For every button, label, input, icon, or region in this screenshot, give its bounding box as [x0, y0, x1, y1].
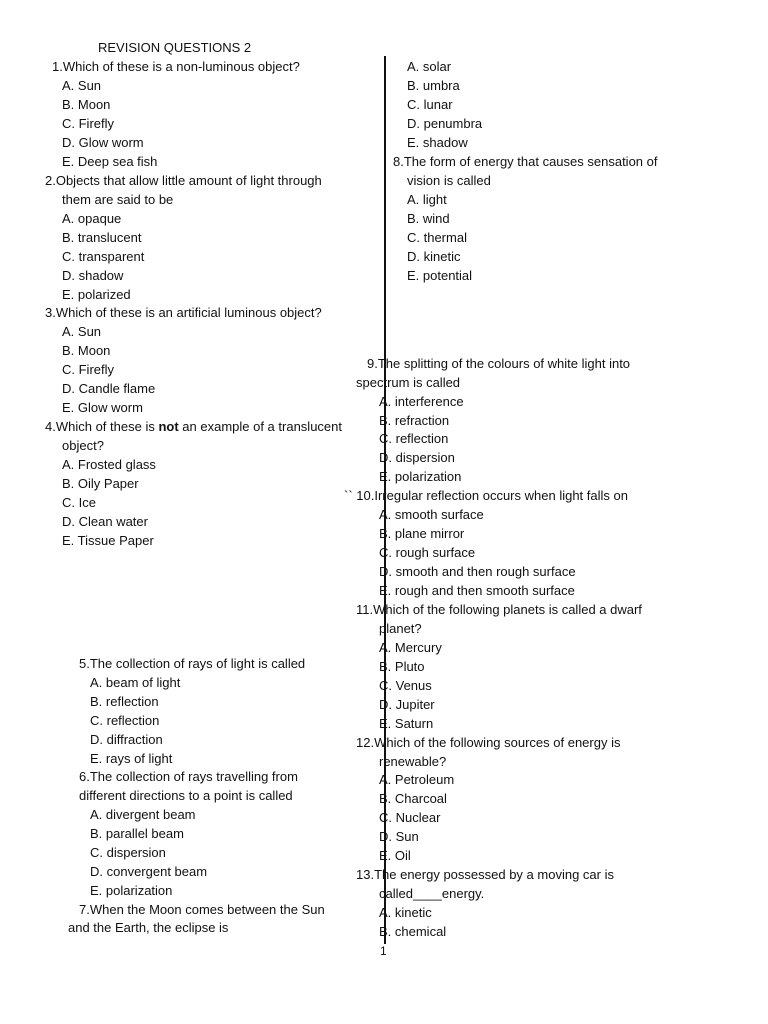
text-line: object?	[62, 438, 104, 453]
text-line: E. Deep sea fish	[62, 154, 158, 169]
text-line: B. chemical	[379, 924, 447, 939]
text-line: A. Sun	[62, 78, 102, 93]
text-line: B. reflection	[90, 694, 159, 709]
text-line: D. kinetic	[407, 249, 461, 264]
text-line: 11.Which of the following planets is called a dwarf	[356, 602, 642, 617]
text-line: B. wind	[407, 211, 450, 226]
text-line: E. polarized	[62, 287, 131, 302]
text-line: 13.The energy possessed by a moving car is	[356, 867, 614, 882]
text-line: 4.Which of these is not an example of a translucent	[45, 419, 342, 434]
text-line: B. Charcoal	[379, 791, 447, 806]
text-line: D. smooth and then rough surface	[379, 564, 576, 579]
text-line: C. rough surface	[379, 545, 476, 560]
text-line: D. penumbra	[407, 116, 483, 131]
text-line: 9.The splitting of the colours of white light into	[367, 356, 631, 371]
text-line: 8.The form of energy that causes sensation of	[393, 154, 658, 169]
text-line: A. Frosted glass	[62, 457, 156, 472]
text-line: B. Pluto	[379, 659, 425, 674]
text-line: 3.Which of these is an artificial luminous object?	[45, 305, 322, 320]
text-line: C. Firefly	[62, 116, 114, 131]
text-line: planet?	[379, 621, 422, 636]
text-line: A. light	[407, 192, 447, 207]
text-line: B. Moon	[62, 343, 111, 358]
text-line: B. translucent	[62, 230, 142, 245]
text-line: B. umbra	[407, 78, 460, 93]
text-line: C. Ice	[62, 495, 96, 510]
text-line: A. divergent beam	[90, 807, 196, 822]
text-line: E. polarization	[379, 469, 462, 484]
text-line: D. Clean water	[62, 514, 148, 529]
emphasis-not: not	[158, 419, 179, 434]
text-line: C. reflection	[379, 431, 449, 446]
text-line: 5.The collection of rays of light is called	[79, 656, 306, 671]
text-line: B. Moon	[62, 97, 111, 112]
text-line: 7.When the Moon comes between the Sun	[79, 902, 325, 917]
text-line: `` 10.Irregular reflection occurs when light falls on	[344, 488, 628, 503]
text-line: E. rays of light	[90, 751, 173, 766]
page-number: 1	[380, 944, 387, 958]
text-line: C. Nuclear	[379, 810, 441, 825]
text-line: E. polarization	[90, 883, 173, 898]
text-line: E. rough and then smooth surface	[379, 583, 575, 598]
text-line: A. smooth surface	[379, 507, 484, 522]
text-line: A. solar	[407, 59, 452, 74]
text-line: D. dispersion	[379, 450, 455, 465]
text-line: A. opaque	[62, 211, 122, 226]
text-line: 6.The collection of rays travelling from	[79, 769, 298, 784]
text-line: spectrum is called	[356, 375, 461, 390]
text-line: A. interference	[379, 394, 464, 409]
text-line: E. Saturn	[379, 716, 434, 731]
text-line: them are said to be	[62, 192, 174, 207]
text-line: A. beam of light	[90, 675, 181, 690]
text-line: different directions to a point is called	[79, 788, 293, 803]
page-title: REVISION QUESTIONS 2	[98, 40, 252, 55]
text-line: D. Glow worm	[62, 135, 144, 150]
text-line: E. Tissue Paper	[62, 533, 154, 548]
text-line: E. shadow	[407, 135, 468, 150]
text-line: 1.Which of these is a non-luminous object?	[52, 59, 300, 74]
text-line: D. Jupiter	[379, 697, 435, 712]
text-line: D. convergent beam	[90, 864, 208, 879]
text-line: C. Venus	[379, 678, 432, 693]
text-line: and the Earth, the eclipse is	[68, 920, 229, 935]
text-line: E. Oil	[379, 848, 411, 863]
text-line: C. Firefly	[62, 362, 114, 377]
text-line: A. Petroleum	[379, 772, 455, 787]
text-line: C. lunar	[407, 97, 453, 112]
text-line: D. Sun	[379, 829, 419, 844]
text-line: B. plane mirror	[379, 526, 465, 541]
text-line: D. diffraction	[90, 732, 163, 747]
text-line: called____energy.	[379, 886, 485, 901]
text-line: A. Mercury	[379, 640, 442, 655]
text-line: E. potential	[407, 268, 473, 283]
text-line: C. thermal	[407, 230, 467, 245]
text-line: D. Candle flame	[62, 381, 156, 396]
text-line: D. shadow	[62, 268, 124, 283]
text-line: 12.Which of the following sources of energy is	[356, 735, 621, 750]
text-line: B. refraction	[379, 413, 450, 428]
text-line: renewable?	[379, 754, 447, 769]
text-line: 2.Objects that allow little amount of light through	[45, 173, 322, 188]
text-line: B. Oily Paper	[62, 476, 139, 491]
text-line: A. Sun	[62, 324, 102, 339]
text-line: C. transparent	[62, 249, 145, 264]
text-line: A. kinetic	[379, 905, 432, 920]
text-line: C. reflection	[90, 713, 160, 728]
text-line: E. Glow worm	[62, 400, 143, 415]
text-line: B. parallel beam	[90, 826, 184, 841]
text-line: vision is called	[407, 173, 491, 188]
text-line: C. dispersion	[90, 845, 166, 860]
